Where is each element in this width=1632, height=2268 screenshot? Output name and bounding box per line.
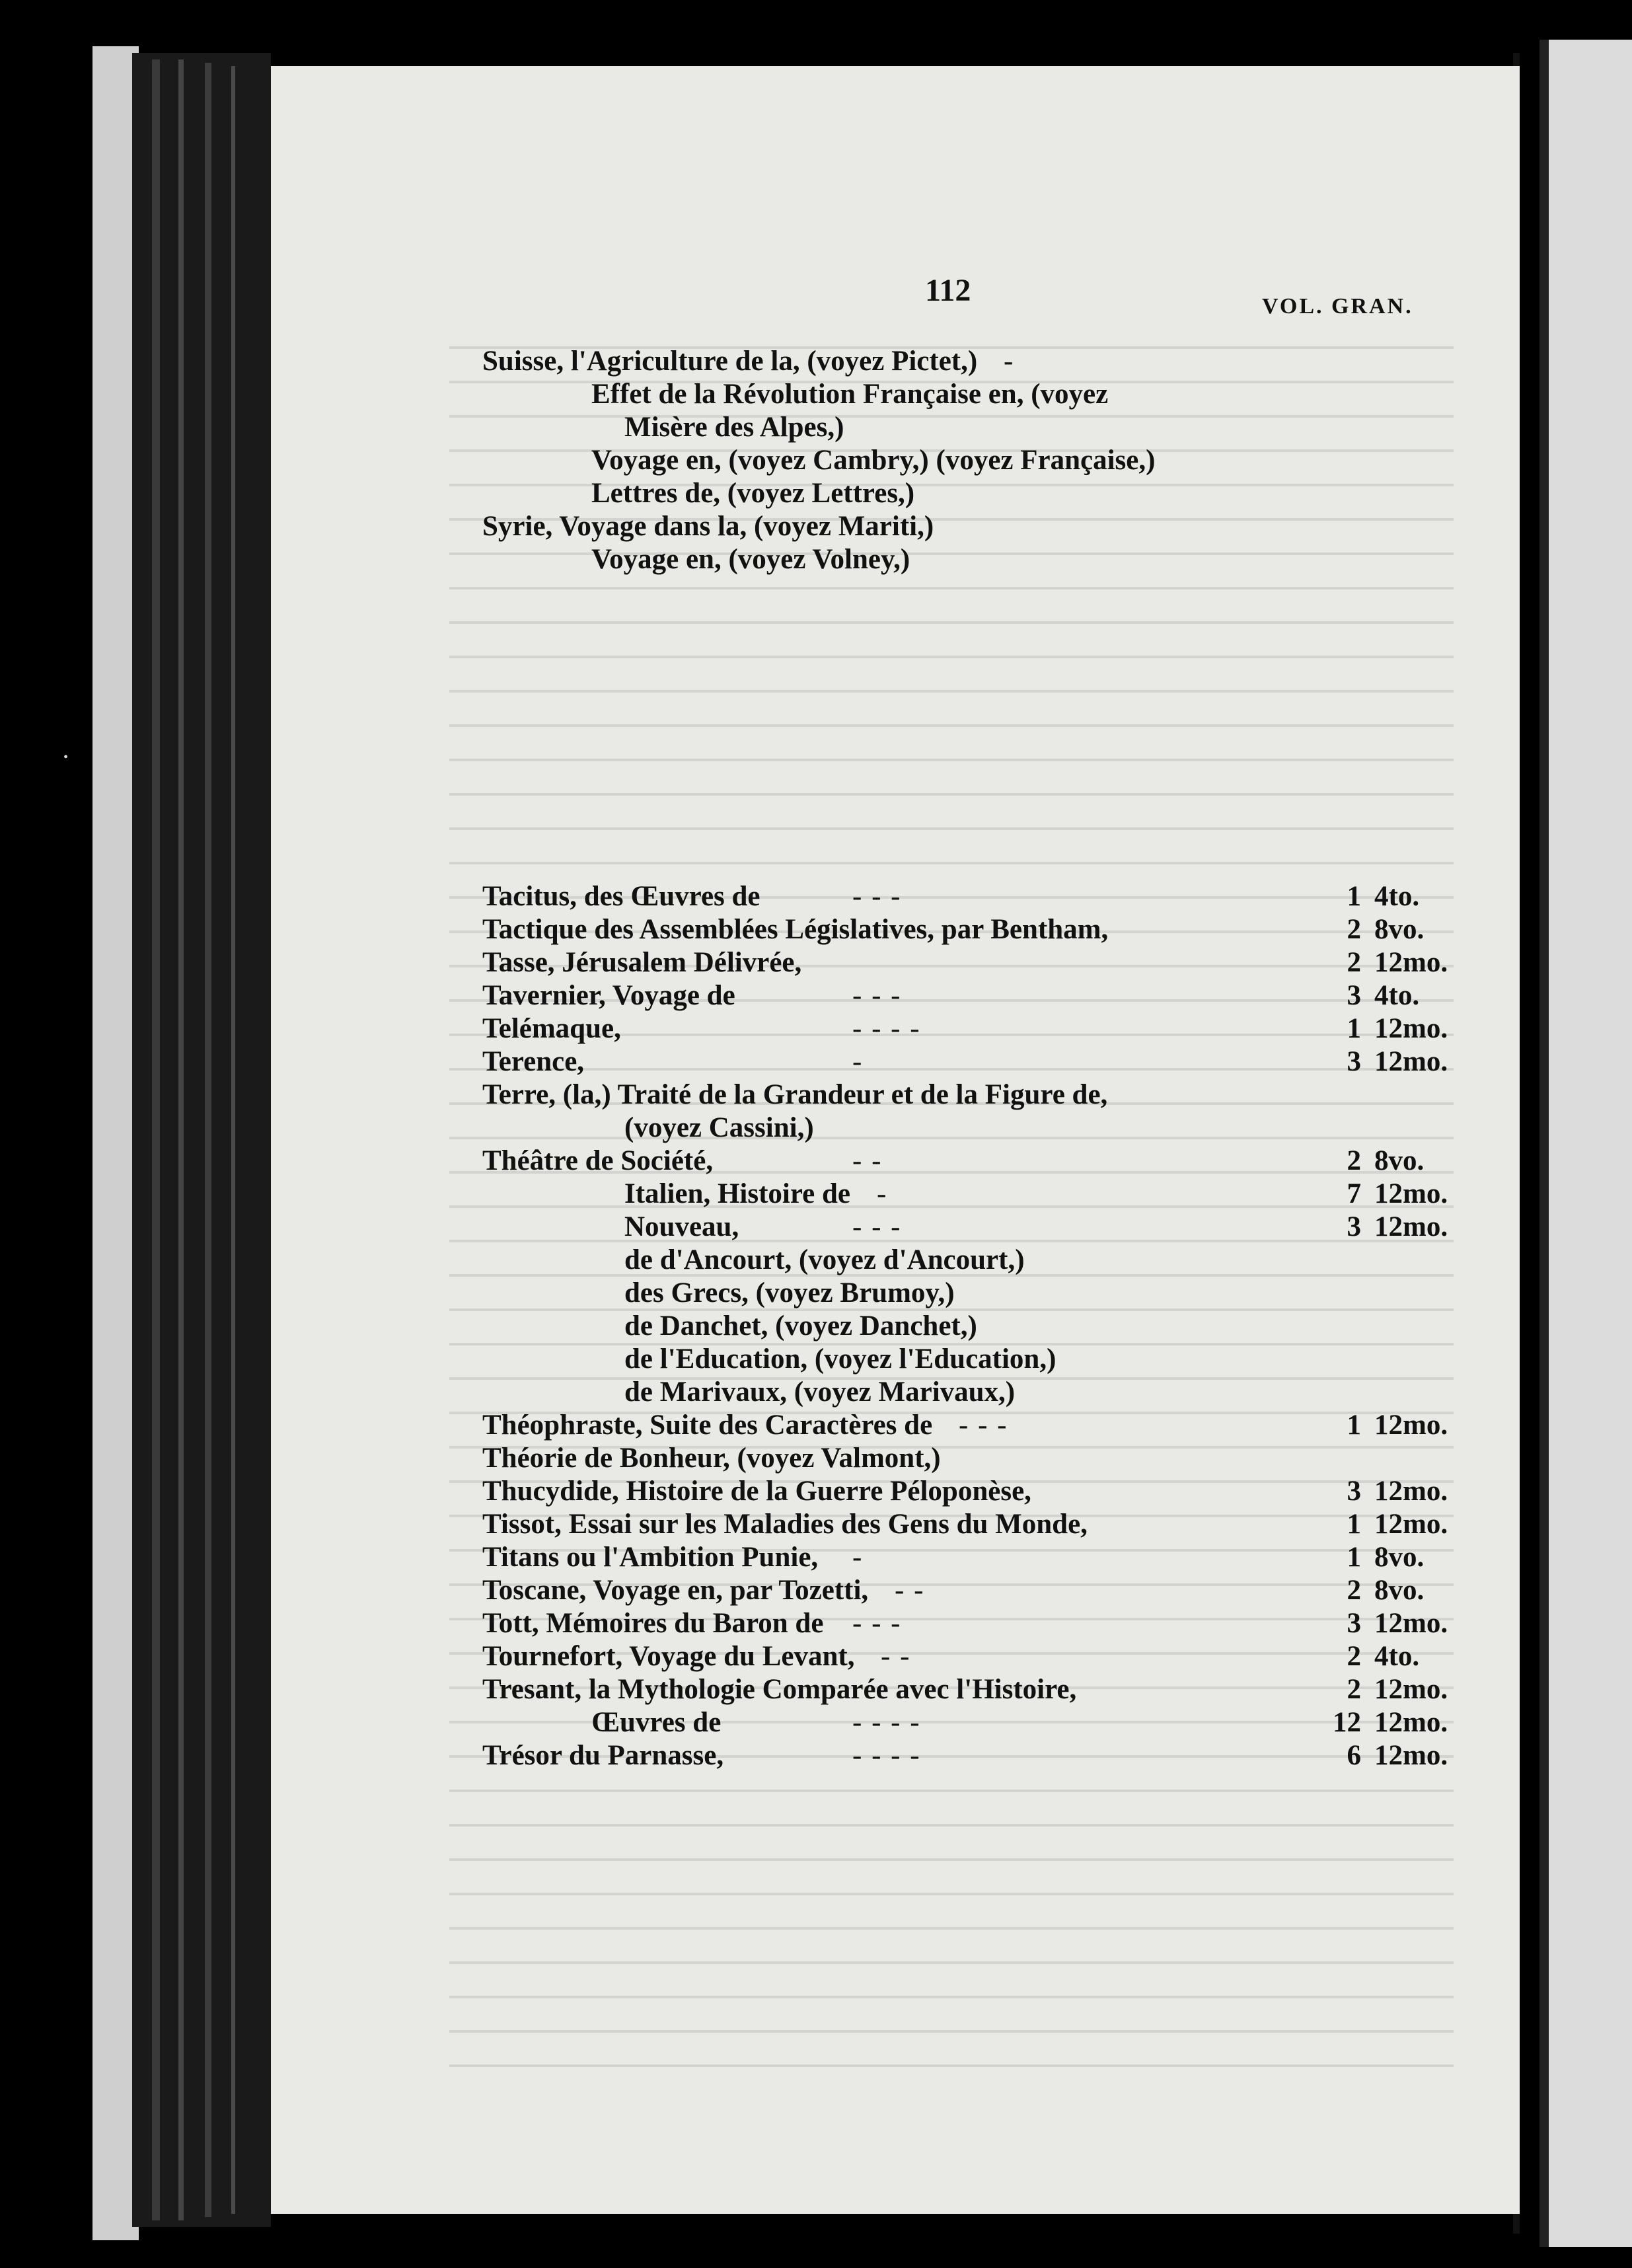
entry-volumes: 2 bbox=[1347, 1674, 1361, 1705]
catalogue-entry bbox=[482, 1541, 1500, 1574]
entry-leader: - - - bbox=[959, 1410, 1008, 1441]
entry-volumes: 1 bbox=[1347, 881, 1361, 912]
catalogue-entry bbox=[482, 1739, 1500, 1772]
catalogue-entry bbox=[482, 979, 1500, 1012]
catalogue-entry bbox=[482, 1211, 1500, 1244]
catalogue-entry bbox=[482, 543, 1500, 576]
entry-volumes: 3 bbox=[1347, 1608, 1361, 1639]
catalogue-entries bbox=[482, 345, 1500, 1772]
section-gap bbox=[482, 576, 1500, 880]
catalogue-entry bbox=[482, 1310, 1500, 1343]
entry-volumes: 1 bbox=[1347, 1013, 1361, 1044]
catalogue-entry bbox=[482, 1012, 1500, 1045]
entry-title: Trésor du Parnasse, bbox=[482, 1740, 724, 1771]
entry-title: de l'Education, (voyez l'Education,) bbox=[624, 1343, 1057, 1375]
entry-volumes: 3 bbox=[1347, 980, 1361, 1011]
entry-title: de Marivaux, (voyez Marivaux,) bbox=[624, 1377, 1016, 1408]
entry-format: 12mo. bbox=[1374, 1707, 1448, 1738]
entry-title: Voyage en, (voyez Cambry,) (voyez Française,) bbox=[591, 445, 1156, 476]
catalogue-entry bbox=[482, 913, 1500, 946]
entry-leader: - - bbox=[881, 1641, 911, 1672]
entry-format: 12mo. bbox=[1374, 1509, 1448, 1540]
entry-volumes: 3 bbox=[1347, 1211, 1361, 1242]
entry-title: Théorie de Bonheur, (voyez Valmont,) bbox=[482, 1443, 941, 1474]
entry-leader: - - bbox=[852, 1145, 883, 1176]
catalogue-entry bbox=[482, 1442, 1500, 1475]
catalogue-entry bbox=[482, 345, 1500, 378]
column-header: VOL. GRAN. bbox=[1262, 294, 1413, 319]
entry-volumes: 2 bbox=[1347, 1575, 1361, 1606]
entries-top bbox=[482, 345, 1500, 576]
catalogue-entry bbox=[482, 510, 1500, 543]
catalogue-entry bbox=[482, 1112, 1500, 1145]
entry-format: 12mo. bbox=[1374, 1410, 1448, 1441]
entry-title: des Grecs, (voyez Brumoy,) bbox=[624, 1277, 955, 1308]
catalogue-entry bbox=[482, 880, 1500, 913]
entry-leader: - bbox=[1004, 346, 1015, 377]
catalogue-entry bbox=[482, 1343, 1500, 1376]
entry-title: Voyage en, (voyez Volney,) bbox=[591, 544, 910, 575]
entry-leader: - - - bbox=[852, 980, 902, 1011]
entry-leader: - - - - bbox=[852, 1740, 921, 1771]
entry-leader: - - - - bbox=[852, 1013, 921, 1044]
entry-title: Italien, Histoire de bbox=[624, 1178, 850, 1209]
catalogue-entry bbox=[482, 1145, 1500, 1178]
catalogue-entry bbox=[482, 1673, 1500, 1706]
entry-volumes: 1 bbox=[1347, 1542, 1361, 1573]
entry-title: Tott, Mémoires du Baron de bbox=[482, 1608, 824, 1639]
catalogue-entry bbox=[482, 1244, 1500, 1277]
catalogue-entry bbox=[482, 1475, 1500, 1508]
entry-title: Syrie, Voyage dans la, (voyez Mariti,) bbox=[482, 511, 934, 542]
catalogue-entry bbox=[482, 1508, 1500, 1541]
entry-title: Toscane, Voyage en, par Tozetti, bbox=[482, 1575, 869, 1606]
entry-format: 12mo. bbox=[1374, 1476, 1448, 1507]
entry-format: 12mo. bbox=[1374, 1178, 1448, 1209]
entry-format: 8vo. bbox=[1374, 914, 1425, 945]
entry-volumes: 3 bbox=[1347, 1476, 1361, 1507]
entry-format: 4to. bbox=[1374, 881, 1420, 912]
entry-title: Tacitus, des Œuvres de bbox=[482, 881, 760, 912]
entry-format: 4to. bbox=[1374, 1641, 1420, 1672]
entry-volumes: 7 bbox=[1347, 1178, 1361, 1209]
entry-format: 12mo. bbox=[1374, 1608, 1448, 1639]
entry-title: Effet de la Révolution Française en, (voyez bbox=[591, 379, 1109, 410]
entry-title: de d'Ancourt, (voyez d'Ancourt,) bbox=[624, 1244, 1025, 1275]
entry-leader: - - - bbox=[852, 1211, 902, 1242]
entry-volumes: 1 bbox=[1347, 1410, 1361, 1441]
catalogue-entry bbox=[482, 1277, 1500, 1310]
page-number: 112 bbox=[925, 273, 971, 308]
catalogue-entry bbox=[482, 444, 1500, 477]
entry-title: Suisse, l'Agriculture de la, (voyez Pictet,) bbox=[482, 346, 978, 377]
entry-volumes: 2 bbox=[1347, 914, 1361, 945]
entry-title: Théophraste, Suite des Caractères de bbox=[482, 1410, 933, 1441]
catalogue-entry bbox=[482, 411, 1500, 444]
entry-format: 12mo. bbox=[1374, 1046, 1448, 1077]
entry-title: Terence, bbox=[482, 1046, 585, 1077]
entry-format: 8vo. bbox=[1374, 1145, 1425, 1176]
catalogue-entry bbox=[482, 1574, 1500, 1607]
entry-volumes: 12 bbox=[1333, 1707, 1361, 1738]
entry-title: Thucydide, Histoire de la Guerre Péloponèse, bbox=[482, 1476, 1031, 1507]
catalogue-entry bbox=[482, 1706, 1500, 1739]
entry-title: Tissot, Essai sur les Maladies des Gens du Monde, bbox=[482, 1509, 1088, 1540]
entry-leader: - bbox=[852, 1542, 864, 1573]
entry-leader: - bbox=[877, 1178, 888, 1209]
entry-title: (voyez Cassini,) bbox=[624, 1112, 814, 1143]
entry-title: Tactique des Assemblées Législatives, par Bentham, bbox=[482, 914, 1109, 945]
entry-leader: - - bbox=[895, 1575, 925, 1606]
entry-format: 12mo. bbox=[1374, 1674, 1448, 1705]
entry-format: 12mo. bbox=[1374, 1211, 1448, 1242]
entry-title: Tournefort, Voyage du Levant, bbox=[482, 1641, 855, 1672]
entry-title: Lettres de, (voyez Lettres,) bbox=[591, 478, 915, 509]
entry-title: Misère des Alpes,) bbox=[624, 412, 844, 443]
entry-leader: - - - bbox=[852, 881, 902, 912]
entry-volumes: 1 bbox=[1347, 1509, 1361, 1540]
catalogue-entry bbox=[482, 1607, 1500, 1640]
entry-title: Terre, (la,) Traité de la Grandeur et de la Figure de, bbox=[482, 1079, 1108, 1110]
catalogue-entry bbox=[482, 477, 1500, 510]
entry-title: de Danchet, (voyez Danchet,) bbox=[624, 1310, 977, 1342]
entry-format: 4to. bbox=[1374, 980, 1420, 1011]
entry-title: Tasse, Jérusalem Délivrée, bbox=[482, 947, 802, 978]
catalogue-entry bbox=[482, 1078, 1500, 1112]
entry-title: Telémaque, bbox=[482, 1013, 621, 1044]
entry-title: Tavernier, Voyage de bbox=[482, 980, 735, 1011]
entry-volumes: 3 bbox=[1347, 1046, 1361, 1077]
entry-volumes: 6 bbox=[1347, 1740, 1361, 1771]
entry-title: Nouveau, bbox=[624, 1211, 739, 1242]
entry-title: Œuvres de bbox=[591, 1707, 722, 1738]
entry-title: Titans ou l'Ambition Punie, bbox=[482, 1542, 819, 1573]
entry-volumes: 2 bbox=[1347, 1145, 1361, 1176]
entry-leader: - bbox=[852, 1046, 864, 1077]
entry-leader: - - - bbox=[852, 1608, 902, 1639]
catalogue-entry bbox=[482, 1178, 1500, 1211]
catalogue-entry bbox=[482, 378, 1500, 411]
entry-volumes: 2 bbox=[1347, 947, 1361, 978]
entry-format: 8vo. bbox=[1374, 1575, 1425, 1606]
catalogue-entry bbox=[482, 1376, 1500, 1409]
entries-bottom bbox=[482, 880, 1500, 1772]
catalogue-entry bbox=[482, 946, 1500, 979]
entry-leader: - - - - bbox=[852, 1707, 921, 1738]
entry-title: Théâtre de Société, bbox=[482, 1145, 714, 1176]
catalogue-entry bbox=[482, 1640, 1500, 1673]
entry-format: 12mo. bbox=[1374, 1740, 1448, 1771]
catalogue-entry bbox=[482, 1409, 1500, 1442]
catalogue-entry bbox=[482, 1045, 1500, 1078]
entry-title: Tresant, la Mythologie Comparée avec l'Histoire, bbox=[482, 1674, 1077, 1705]
entry-volumes: 2 bbox=[1347, 1641, 1361, 1672]
entry-format: 12mo. bbox=[1374, 1013, 1448, 1044]
entry-format: 12mo. bbox=[1374, 947, 1448, 978]
margin-mark: • bbox=[63, 750, 69, 765]
entry-format: 8vo. bbox=[1374, 1542, 1425, 1573]
